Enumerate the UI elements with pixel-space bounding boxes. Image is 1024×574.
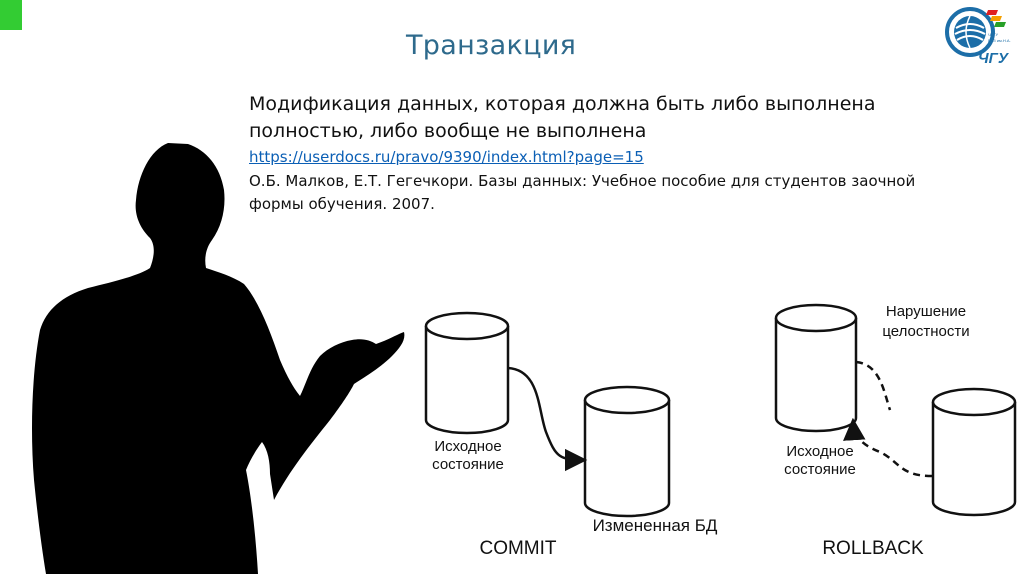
database-icon xyxy=(776,305,856,431)
logo-text: ЧГУ xyxy=(978,50,1008,67)
slide-title: Транзакция xyxy=(406,30,577,61)
database-icon xyxy=(585,387,669,516)
initial-state-label: состояние xyxy=(784,461,856,478)
initial-state-label: Исходное xyxy=(786,443,854,460)
violation-label: Нарушение xyxy=(885,303,967,320)
violation-label: целостности xyxy=(882,323,970,340)
initial-state-label: состояние xyxy=(432,456,504,473)
commit-arrow xyxy=(508,368,585,460)
rollback-return-arrow xyxy=(853,420,932,476)
definition-line: полностью, либо вообще не выполнена xyxy=(249,120,647,142)
definition-line: Модификация данных, которая должна быть либо выполнена xyxy=(249,93,876,115)
commit-caption: COMMIT xyxy=(479,538,557,559)
rollback-forward-arrow xyxy=(856,362,890,410)
changed-db-label: Измененная БД xyxy=(592,516,718,535)
source-link[interactable]: https://userdocs.ru/pravo/9390/index.html?page=15 xyxy=(249,148,644,166)
database-icon xyxy=(933,389,1015,515)
citation-line: О.Б. Малков, Е.Т. Гегечкори. Базы данных: Учебное пособие для студентов заочной xyxy=(249,172,916,190)
logo-small-text: БЕЗ им.Н.А. xyxy=(988,38,1011,43)
database-icon xyxy=(426,313,508,433)
logo-small-text: ЧЕГУ xyxy=(988,32,999,37)
rollback-caption: ROLLBACK xyxy=(822,538,924,559)
initial-state-label: Исходное xyxy=(434,438,502,455)
citation-line: формы обучения. 2007. xyxy=(249,195,435,213)
